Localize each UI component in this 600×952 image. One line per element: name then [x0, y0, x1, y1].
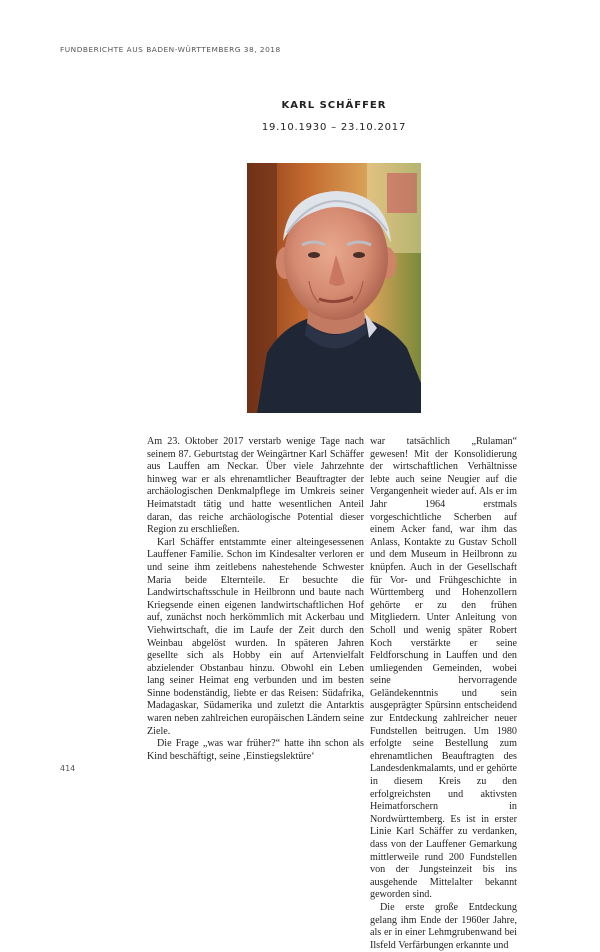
running-head: FUNDBERICHTE AUS BADEN-WÜRTTEMBERG 38, 2018 [60, 45, 281, 54]
paragraph: Am 23. Oktober 2017 verstarb wenige Tage nach seinem 87. Geburtstag der Weingärtner Karl Schäffer aus Lauffen am Neckar. Über viele Jahrzehnte hinweg war er als ehrenamtlicher Beauftragter der archäologischen Denkmalpflege im Umkreis seiner Heimatstadt tätig und hatte wesentlichen Anteil daran, das reiche archäologische Potential dieser Region zu erschließen. [147, 436, 364, 536]
life-dates: 19.10.1930 – 23.10.2017 [261, 122, 407, 133]
page-number: 414 [60, 764, 76, 773]
text-column-left [147, 436, 364, 763]
obituary-title: KARL SCHÄFFER [281, 100, 387, 111]
text-column-right [370, 436, 517, 952]
paragraph: Die Frage „was war früher?“ hatte ihn schon als Kind beschäftigt, seine ‚Einstiegslektüre‘ [147, 738, 364, 762]
portrait-photo [247, 163, 421, 413]
paragraph: Karl Schäffer entstammte einer alteingesessenen Lauffener Familie. Schon im Kindesalter verloren er und seine ihm zeitlebens nahestehende Schwester Maria beide Elternteile. Er besuchte die Landwirtschaftsschule in Heilbronn und baute nach Kriegsende einen eigenen landwirtschaftlichen Hof auf, zunächst noch herkömmlich mit Ackerbau und Viehwirtschaft, die im Laufe der Zeit durch den Weinbau abgelöst wurden. In späteren Jahren gesellte sich als Hobby ein auf Artenvielfalt abzielender Obstanbau hinzu. Obwohl ein Leben lang seiner Heimat eng verbunden und im besten Sinne bodenständig, liebte er das Reisen: Südafrika, Madagaskar, Südamerika und zuletzt die Antarktis waren neben zahlreichen europäischen Ländern seine Ziele. [147, 536, 364, 737]
paragraph: war tatsächlich „Rulaman“ gewesen! Mit der Konsolidierung der wirtschaftlichen Verhältnisse lebte auch seine Neugier auf die Vergangenheit wieder auf. Als er im Jahr 1964 erstmals vorgeschichtliche Scherben auf einem Acker fand, war ihm das Anlass, Kontakte zu Gustav Scholl und dem Museum in Heilbronn zu knüpfen. Auch in der Gesellschaft für Vor- und Frühgeschichte in Württemberg und Hohenzollern gehörte er zu den frühen Mitgliedern. Unter Anleitung von Scholl und wenig später Robert Koch verstärkte er seine Feldforschung in Lauffen und den umliegenden Gemeinden, wobei seine hervorragende Geländekenntnis und sein ausgeprägter Spürsinn entscheidend zur Entdeckung zahlreicher neuer Fundstellen beitrugen. Um 1980 erfolgte seine Bestellung zum ehrenamtlichen Beauftragten des Landesdenkmalamts, und er gehörte in diesem Kreis zu den erfolgreichsten und aktivsten Heimatforschern in Nordwürttemberg. Es ist in erster Linie Karl Schäffer zu verdanken, dass von der Lauffener Gemarkung mittlerweile rund 200 Fundstellen von der Jungsteinzeit bis ins ausgehende Mittelalter bekannt geworden sind. [370, 436, 517, 901]
paragraph: Die erste große Entdeckung gelang ihm Ende der 1960er Jahre, als er in einer Lehmgrubenwand bei Ilsfeld Verfärbungen erkannte und [370, 901, 517, 951]
